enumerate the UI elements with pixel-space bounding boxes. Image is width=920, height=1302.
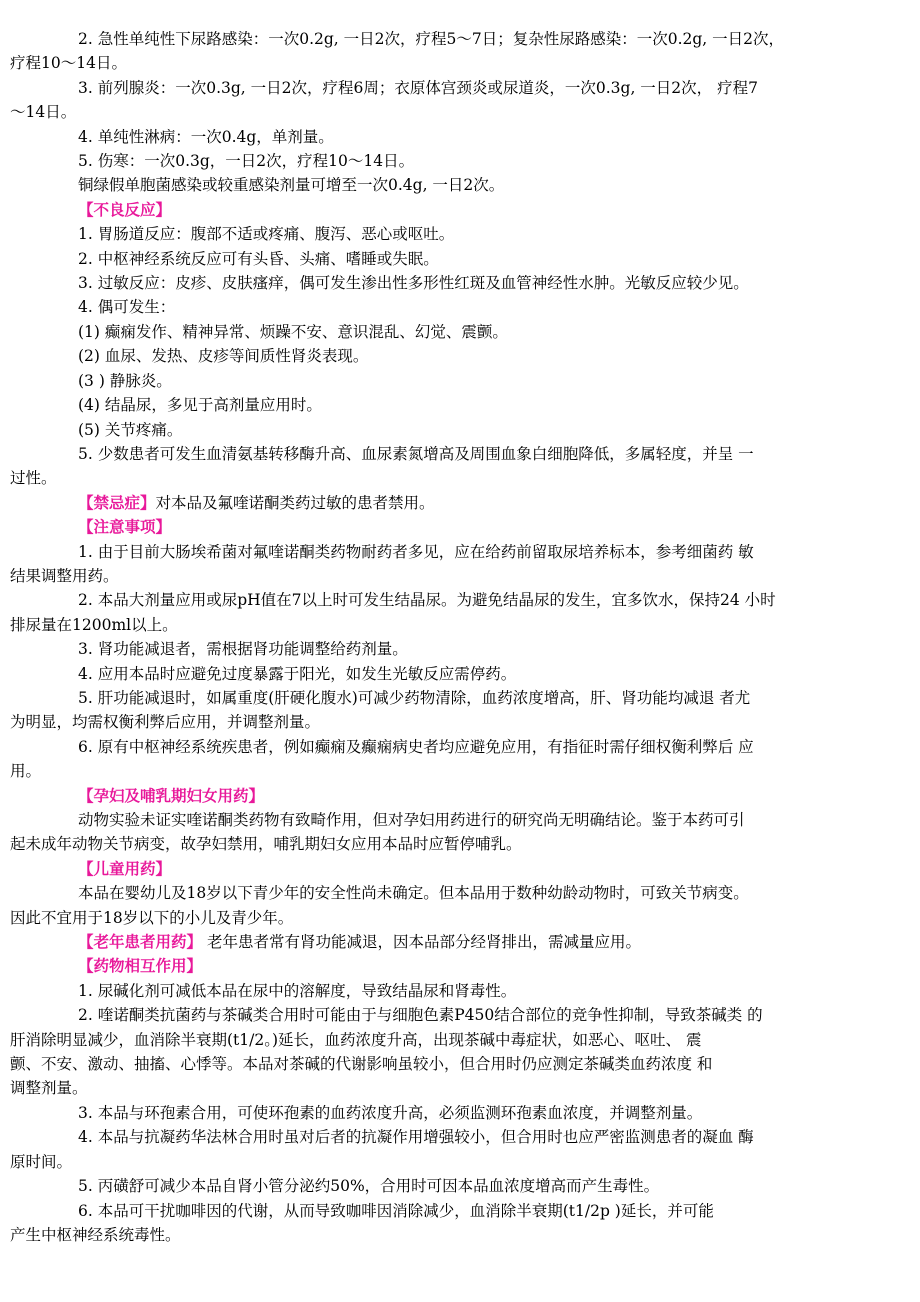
text-line bbox=[78, 271, 898, 295]
line-text: (5) 关节疼痛。 bbox=[78, 420, 183, 439]
line-text: 对本品及氟喹诺酮类药过敏的患者禁用。 bbox=[155, 493, 435, 512]
text-line bbox=[78, 295, 898, 319]
section-heading-label: 【药物相互作用】 bbox=[78, 957, 203, 976]
text-line bbox=[10, 100, 898, 124]
text-line bbox=[10, 1223, 898, 1247]
text-line bbox=[78, 686, 898, 710]
line-text: 2. 中枢神经系统反应可有头昏、头痛、嗜睡或失眠。 bbox=[78, 249, 439, 268]
text-line bbox=[78, 320, 898, 344]
text-line bbox=[78, 1174, 898, 1198]
line-text: (1) 癫痫发作、精神异常、烦躁不安、意识混乱、幻觉、震颤。 bbox=[78, 322, 508, 341]
line-text: 3. 肾功能减退者，需根据肾功能调整给药剂量。 bbox=[78, 640, 408, 659]
text-line bbox=[78, 369, 898, 393]
line-text: 肝消除明显减少，血消除半衰期(t1/2。)延长，血药浓度升高，出现茶碱中毒症状，如恶心、呕吐、 震 bbox=[10, 1030, 702, 1049]
text-line bbox=[78, 540, 898, 564]
text-line bbox=[78, 173, 898, 197]
line-text: 4. 应用本品时应避免过度暴露于阳光，如发生光敏反应需停药。 bbox=[78, 664, 517, 683]
text-line bbox=[78, 149, 898, 173]
text-line bbox=[10, 51, 898, 75]
line-text: 5. 少数患者可发生血清氨基转移酶升高、血尿素氮增高及周围血象白细胞降低，多属轻度，并呈 一 bbox=[78, 444, 754, 463]
line-text: 4. 偶可发生： bbox=[78, 298, 176, 317]
text-line bbox=[10, 564, 898, 588]
line-text: 3. 本品与环孢素合用，可使环孢素的血药浓度升高，必须监测环孢素血浓度，并调整剂量。 bbox=[78, 1103, 703, 1122]
text-line bbox=[78, 637, 898, 661]
text-line bbox=[78, 442, 898, 466]
line-text: 用。 bbox=[10, 762, 42, 781]
line-text: 2. 本品大剂量应用或尿pH值在7以上时可发生结晶尿。为避免结晶尿的发生，宜多饮水，保持24 小时 bbox=[78, 591, 776, 610]
line-text: 1. 尿碱化剂可减低本品在尿中的溶解度，导致结晶尿和肾毒性。 bbox=[78, 981, 517, 1000]
line-text: 结果调整用药。 bbox=[10, 566, 119, 585]
section-heading-label: 【禁忌症】 bbox=[78, 493, 156, 512]
section-heading bbox=[78, 954, 898, 978]
text-line bbox=[78, 344, 898, 368]
text-line bbox=[10, 710, 898, 734]
line-text: 动物实验未证实喹诺酮类药物有致畸作用，但对孕妇用药进行的研究尚无明确结论。鉴于本药可引 bbox=[78, 811, 745, 829]
text-line bbox=[78, 1101, 898, 1125]
line-text: (4) 结晶尿，多见于高剂量应用时。 bbox=[78, 396, 322, 415]
line-text: 5. 伤寒：一次0.3g，一日2次，疗程10～14日。 bbox=[78, 152, 415, 171]
section-heading bbox=[78, 784, 898, 808]
line-text: 颤、不安、激动、抽搐、心悸等。本品对茶碱的代谢影响虽较小，但合用时仍应测定茶碱类血药浓度 和 bbox=[10, 1055, 713, 1074]
line-text: 疗程10～14日。 bbox=[10, 54, 127, 73]
line-text: 因此不宜用于18岁以下的小儿及青少年。 bbox=[10, 908, 294, 927]
line-text: 2. 喹诺酮类抗菌药与茶碱类合用时可能由于与细胞色素P450结合部位的竞争性抑制，导致茶碱类 的 bbox=[78, 1006, 763, 1025]
section-heading bbox=[78, 515, 898, 539]
line-text: 起未成年动物关节病变，故孕妇禁用，哺乳期妇女应用本品时应暂停哺乳。 bbox=[10, 835, 522, 854]
text-line bbox=[78, 27, 898, 51]
line-text: 本品在婴幼儿及18岁以下青少年的安全性尚未确定。但本品用于数种幼龄动物时，可致关节病变。 bbox=[78, 884, 749, 903]
line-text: 排尿量在1200ml以上。 bbox=[10, 615, 178, 634]
text-line bbox=[78, 222, 898, 246]
line-text: 6. 原有中枢神经系统疾患者，例如癫痫及癫痫病史者均应避免应用，有指征时需仔细权衡利弊后 应 bbox=[78, 737, 754, 756]
text-line bbox=[78, 393, 898, 417]
line-text: 3. 前列腺炎：一次0.3g, 一日2次，疗程6周；衣原体宫颈炎或尿道炎，一次0.3g, 一日2次， 疗程7 bbox=[78, 78, 758, 97]
line-text: (2) 血尿、发热、皮疹等间质性肾炎表现。 bbox=[78, 347, 369, 366]
text-line bbox=[78, 1125, 898, 1149]
text-line bbox=[78, 808, 898, 832]
text-line bbox=[78, 125, 898, 149]
line-text: 铜绿假单胞菌感染或较重感染剂量可增至一次0.4g, 一日2次。 bbox=[78, 176, 505, 195]
text-line bbox=[10, 906, 898, 930]
text-line bbox=[78, 76, 898, 100]
text-line bbox=[10, 1052, 898, 1076]
line-text: 老年患者常有肾功能减退，因本品部分经肾排出，需减量应用。 bbox=[202, 933, 641, 952]
line-text: 1. 胃肠道反应：腹部不适或疼痛、腹泻、恶心或呕吐。 bbox=[78, 225, 455, 244]
document-body bbox=[10, 27, 898, 1247]
line-text: 4. 本品与抗凝药华法林合用时虽对后者的抗凝作用增强较小，但合用时也应严密监测患者的凝血 酶 bbox=[78, 1128, 754, 1147]
text-line bbox=[78, 491, 898, 515]
line-text: 产生中枢神经系统毒性。 bbox=[10, 1225, 181, 1244]
line-text: 5. 丙磺舒可减少本品自肾小管分泌约50%，合用时可因本品血浓度增高而产生毒性。 bbox=[78, 1177, 660, 1196]
line-text: 调整剂量。 bbox=[10, 1079, 88, 1098]
line-text: (3 ) 静脉炎。 bbox=[78, 371, 172, 390]
section-heading-label: 【孕妇及哺乳期妇女用药】 bbox=[78, 786, 265, 805]
line-text: 4. 单纯性淋病：一次0.4g，单剂量。 bbox=[78, 127, 334, 146]
text-line bbox=[78, 881, 898, 905]
line-text: ～14日。 bbox=[10, 103, 77, 122]
line-text: 5. 肝功能减退时，如属重度(肝硬化腹水)可减少药物清除，血药浓度增高，肝、肾功能均减退 者尤 bbox=[78, 688, 751, 707]
section-heading bbox=[78, 857, 898, 881]
text-line bbox=[10, 1150, 898, 1174]
section-heading-label: 【老年患者用药】 bbox=[78, 933, 203, 952]
section-heading-label: 【儿童用药】 bbox=[78, 859, 172, 878]
section-heading-label: 【注意事项】 bbox=[78, 518, 172, 537]
line-text: 为明显，均需权衡利弊后应用，并调整剂量。 bbox=[10, 713, 321, 732]
text-line bbox=[10, 832, 898, 856]
text-line bbox=[78, 247, 898, 271]
text-line bbox=[78, 1003, 898, 1027]
text-line bbox=[10, 466, 898, 490]
section-heading bbox=[78, 198, 898, 222]
text-line bbox=[10, 759, 898, 783]
section-heading-label: 【不良反应】 bbox=[78, 200, 172, 219]
text-line bbox=[78, 930, 898, 954]
text-line bbox=[78, 979, 898, 1003]
text-line bbox=[78, 735, 898, 759]
line-text: 1. 由于目前大肠埃希菌对氟喹诺酮类药物耐药者多见，应在给药前留取尿培养标本，参考细菌药 敏 bbox=[78, 542, 754, 561]
line-text: 3. 过敏反应：皮疹、皮肤瘙痒，偶可发生渗出性多形性红斑及血管神经性水肿。光敏反应较少见。 bbox=[78, 274, 749, 293]
text-line bbox=[10, 1028, 898, 1052]
text-line bbox=[10, 613, 898, 637]
text-line bbox=[78, 418, 898, 442]
text-line bbox=[78, 1199, 898, 1223]
line-text: 过性。 bbox=[10, 469, 57, 488]
text-line bbox=[78, 588, 898, 612]
text-line bbox=[10, 1076, 898, 1100]
line-text: 2. 急性单纯性下尿路感染：一次0.2g, 一日2次，疗程5～7日；复杂性尿路感染：一次0.2g, 一日2次， bbox=[78, 30, 785, 48]
line-text: 原时间。 bbox=[10, 1152, 73, 1171]
text-line bbox=[78, 662, 898, 686]
line-text: 6. 本品可干扰咖啡因的代谢，从而导致咖啡因消除减少，血消除半衰期(t1/2p )延长，并可能 bbox=[78, 1201, 714, 1220]
